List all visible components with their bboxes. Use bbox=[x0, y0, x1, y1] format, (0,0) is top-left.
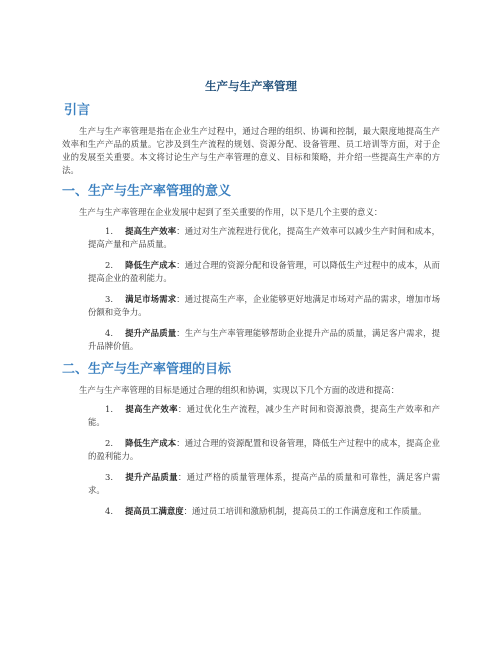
list-desc: ：通过对生产流程进行优化，提高生产效率可以减少生产时间和成本，提高产量和产品质量。 bbox=[88, 226, 441, 249]
list-term: 满足市场需求 bbox=[125, 294, 177, 304]
list-term: 降低生产成本 bbox=[125, 438, 177, 448]
list-number: 3. bbox=[105, 472, 113, 482]
list-term: 提升产品质量 bbox=[125, 328, 177, 338]
list-term: 提高员工满意度 bbox=[125, 506, 184, 516]
list-number: 3. bbox=[105, 294, 113, 304]
list-item bbox=[62, 293, 440, 319]
list-item bbox=[62, 471, 440, 497]
list-desc: ：通过合理的资源配置和设备管理，降低生产过程中的成本，提高企业的盈利能力。 bbox=[88, 438, 441, 461]
list-item bbox=[62, 505, 440, 518]
section-2-paragraph: 生产与生产率管理的目标是通过合理的组织和协调，实现以下几个方面的改进和提高： bbox=[79, 385, 400, 395]
list-term: 降低生产成本 bbox=[125, 260, 177, 270]
list-item bbox=[62, 225, 440, 251]
list-desc: ：通过提高生产率，企业能够更好地满足市场对产品的需求，增加市场份额和竞争力。 bbox=[88, 294, 441, 317]
list-item bbox=[62, 437, 440, 463]
list-number: 4. bbox=[105, 328, 113, 338]
section-1-list bbox=[62, 225, 440, 353]
intro-paragraph: 生产与生产率管理是指在企业生产过程中，通过合理的组织、协调和控制，最大限度地提高生产效率和生产产品的质量。它涉及到生产流程的规划、资源分配、设备管理、员工培训等方面，对于企业的发展至关重要。本文将讨论生产与生产率管理的意义、目标和策略，并介绍一些提高生产率的方法。 bbox=[62, 126, 440, 175]
list-term: 提高生产效率 bbox=[125, 404, 178, 414]
section-2-list bbox=[62, 403, 440, 518]
list-number: 4. bbox=[105, 506, 113, 516]
list-desc: ：通过严格的质量管理体系，提高产品的质量和可靠性，满足客户需求。 bbox=[88, 472, 440, 495]
list-desc: ：通过优化生产流程，减少生产时间和资源浪费，提高生产效率和产能。 bbox=[88, 404, 440, 427]
list-term: 提升产品质量 bbox=[125, 472, 178, 482]
list-number: 2. bbox=[105, 438, 113, 448]
list-desc: ：通过合理的资源分配和设备管理，可以降低生产过程中的成本，从而提高企业的盈利能力。 bbox=[88, 260, 441, 283]
section-1-heading: 一、生产与生产率管理的意义 bbox=[62, 184, 232, 199]
list-number: 2. bbox=[105, 260, 113, 270]
list-number: 1. bbox=[105, 404, 113, 414]
section-2-heading: 二、生产与生产率管理的目标 bbox=[62, 362, 232, 377]
document-title: 生产与生产率管理 bbox=[205, 79, 297, 93]
intro-heading: 引言 bbox=[64, 103, 91, 118]
section-1-paragraph: 生产与生产率管理在企业发展中起到了至关重要的作用，以下是几个主要的意义： bbox=[79, 207, 383, 217]
list-item bbox=[62, 327, 440, 353]
list-term: 提高生产效率 bbox=[125, 226, 177, 236]
list-desc: ：通过员工培训和激励机制，提高员工的工作满意度和工作质量。 bbox=[183, 506, 427, 516]
list-desc: ：生产与生产率管理能够帮助企业提升产品的质量，满足客户需求，提升品牌价值。 bbox=[88, 328, 441, 351]
list-item bbox=[62, 403, 440, 429]
list-number: 1. bbox=[105, 226, 113, 236]
list-item bbox=[62, 259, 440, 285]
